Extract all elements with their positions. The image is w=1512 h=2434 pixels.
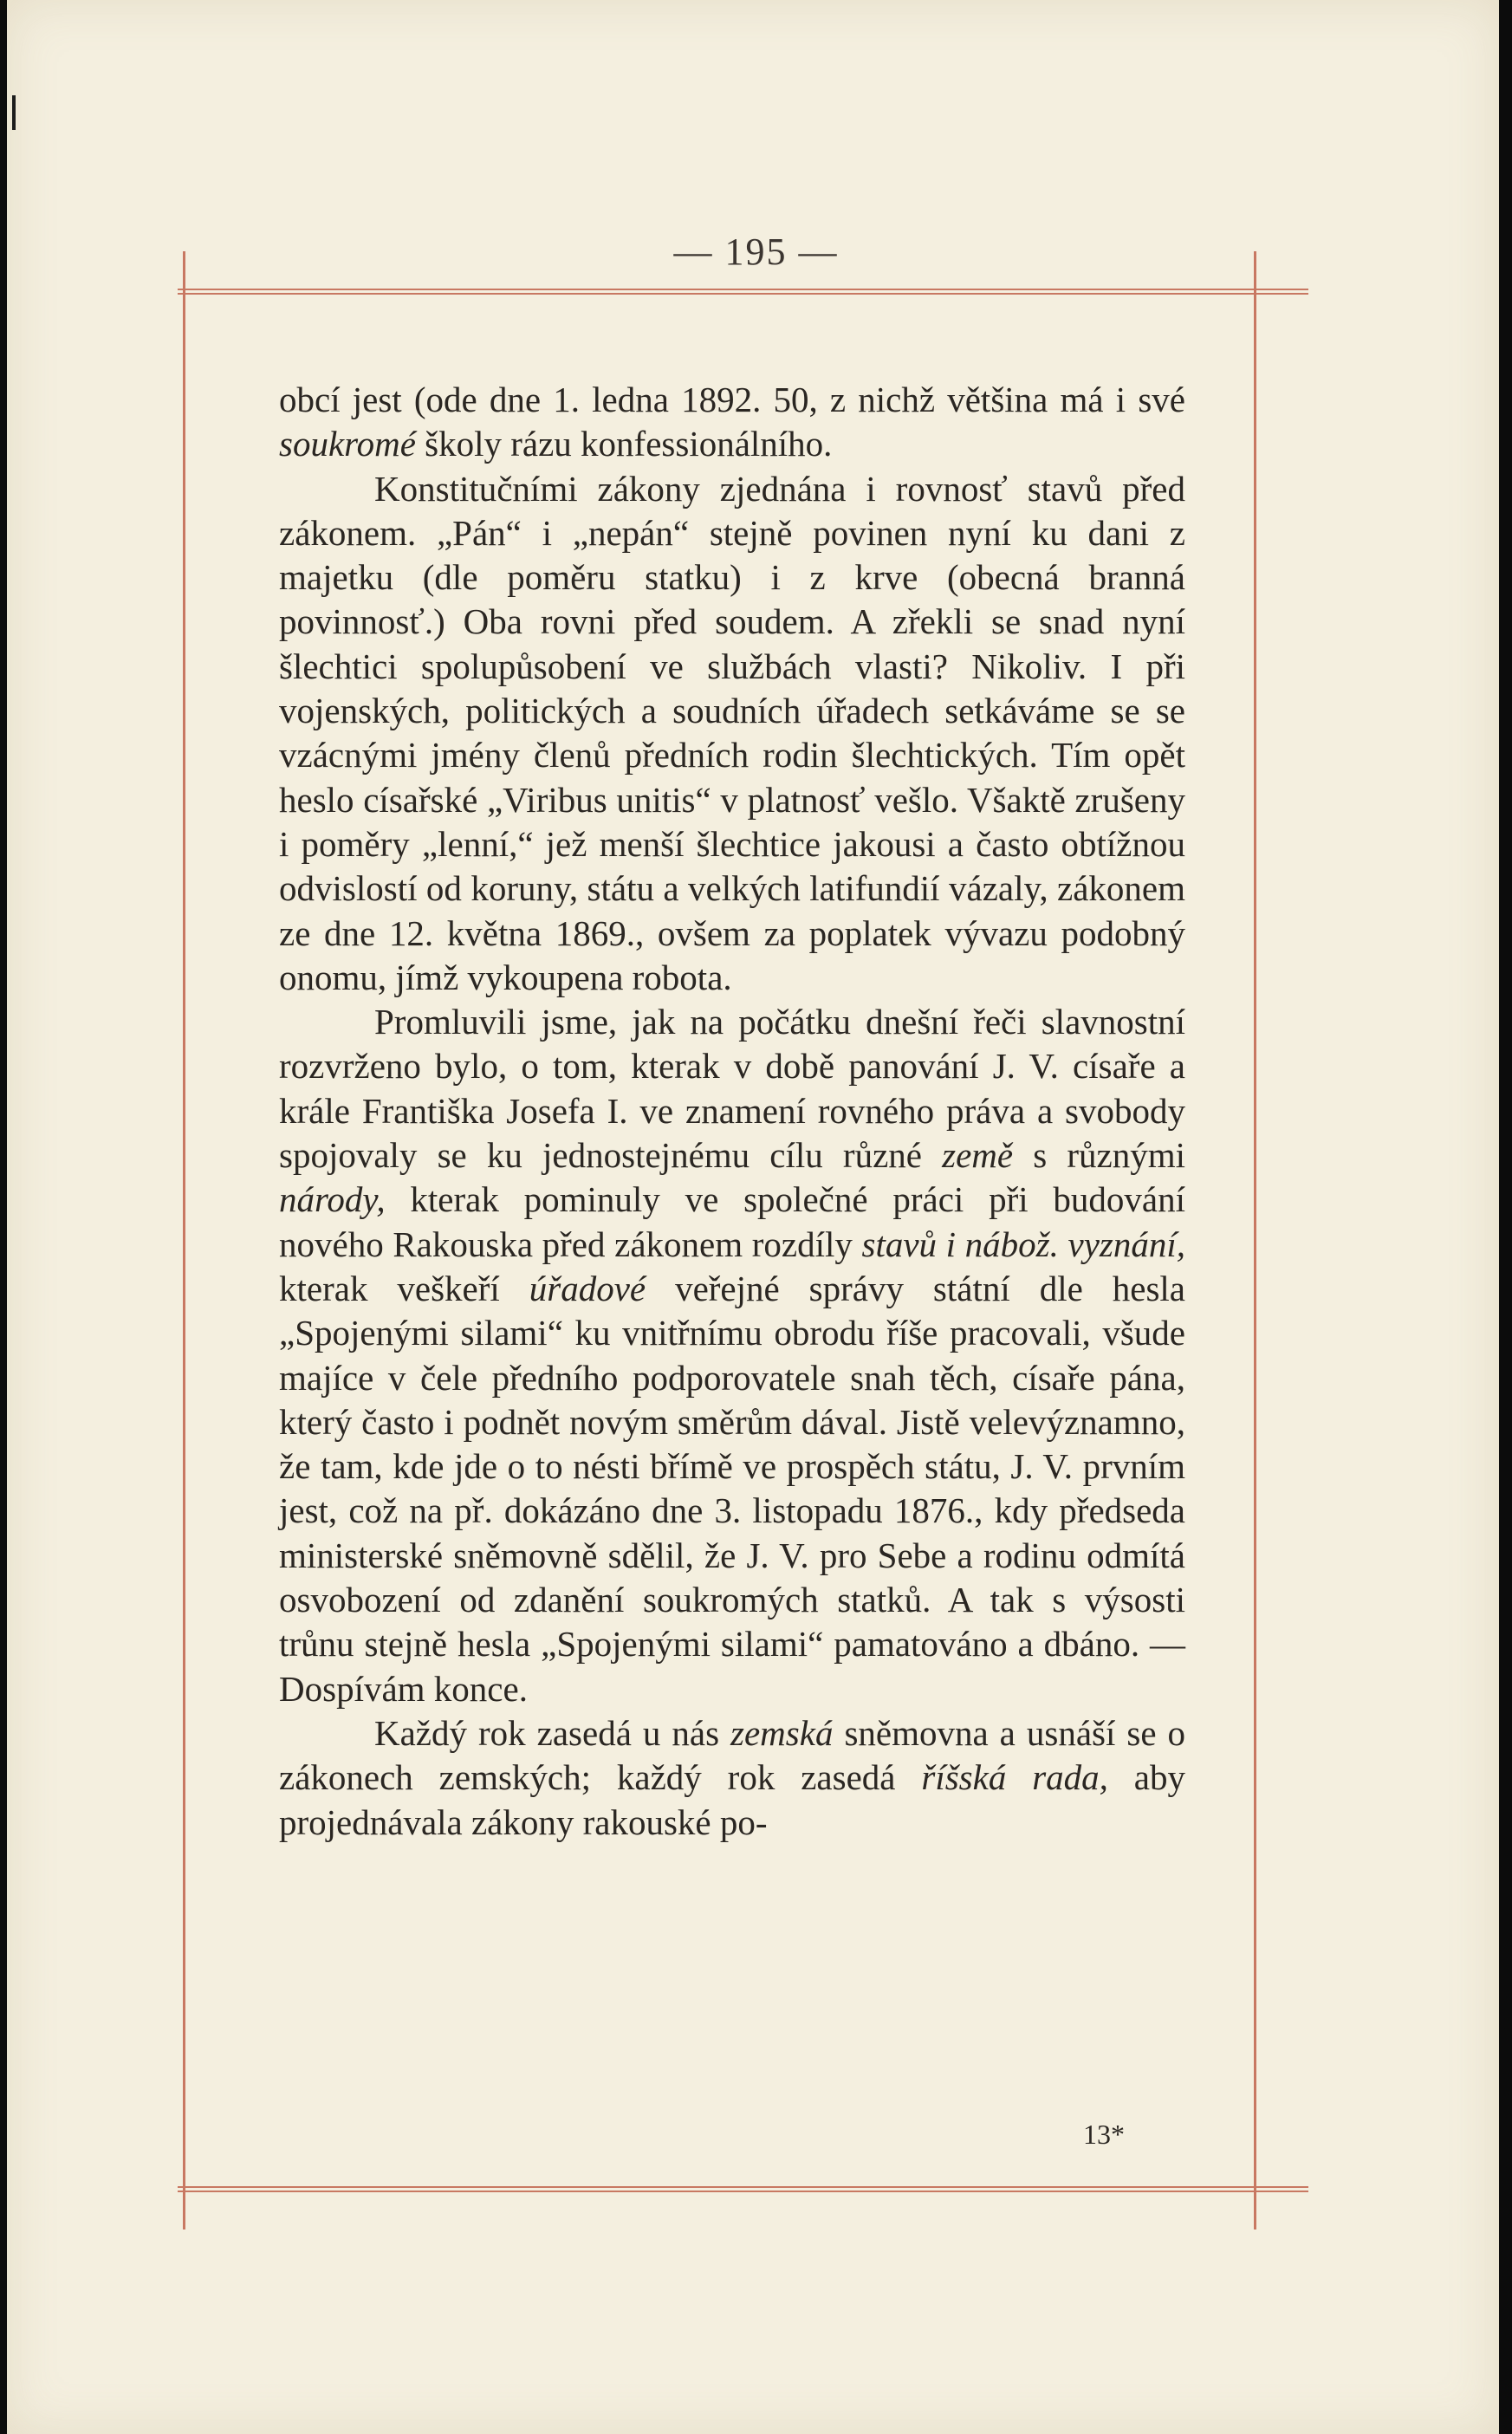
text-run: sněmovna a usnáší se o zákonech zemských; každý rok zasedá — [279, 1712, 1186, 1798]
frame-top-rule — [178, 289, 1308, 295]
text-run: s různými — [1013, 1135, 1185, 1176]
italic-term: stavů i nábož. vyznání, — [861, 1223, 1185, 1264]
frame-bottom-rule — [178, 2186, 1308, 2192]
paragraph-1 — [279, 378, 1185, 467]
body-text — [279, 378, 1185, 1845]
italic-term: země — [942, 1135, 1014, 1176]
signature-mark: 13* — [1083, 2119, 1125, 2150]
italic-term: soukromé — [279, 424, 416, 464]
italic-term: národy, — [279, 1179, 386, 1220]
text-run: obcí jest (ode dne 1. ledna 1892. 50, z nichž většina má i své — [279, 380, 1185, 419]
paragraph-2 — [279, 467, 1185, 1001]
text-run: školy rázu konfessionálního. — [415, 424, 833, 464]
paragraph-4 — [279, 1711, 1185, 1845]
text-run: aby projednávala zákony rakouské po- — [279, 1757, 1186, 1842]
text-run: kterak pominuly ve společné práci při budování nového Rakouska před zákonem rozdíly — [279, 1179, 1185, 1264]
text-run: kterak veškeří — [279, 1268, 529, 1308]
page-number: — 195 — — [673, 230, 839, 273]
italic-term: zemská — [730, 1712, 834, 1753]
frame-left-rule — [183, 289, 185, 2230]
text-run: veřejné správy státní dle hesla „Spojenými silami“ ku vnitřnímu obrodu říše pracovali, všude majíce v čele předního podporovatele snah těch, císaře pána, který často i podnět novým směrům dával. Jistě velevýznamno, že tam, kde jde o to nésti břímě ve prospěch státu, J. V. prvním jest, což na př. dokázáno dne 3. listopadu 1876., kdy předseda ministerské sněmovně sdělil, že J. V. pro Sebe a rodinu odmítá osvobození od zdanění soukromých statků. A tak s výsosti trůnu stejně hesla „Spojenými silami“ pamatováno a dbáno. — Dospívám konce. — [279, 1268, 1185, 1709]
text-run: Každý rok zasedá u nás — [374, 1712, 731, 1753]
text-run: Promluvili jsme, jak na počátku dnešní řeči slavnostní rozvrženo bylo, o tom, kterak v době panování J. V. císaře a krále Františka Josefa I. ve znamení rovného práva a svobody spojovaly se ku jednostejnému cílu různé — [279, 1002, 1185, 1176]
text-run: Konstitučními zákony zjednána i rovnosť stavů před zákonem. „Pán“ i „nepán“ stejně povinen nyní ku dani z majetku (dle poměru statku) i z krve (obecná branná povinnosť.) Oba rovni před soudem. A zřekli se snad nyní šlechtici spolupůsobení ve službách vlasti? Nikoliv. I při vojenských, politických a soudních úřadech setkáváme se se vzácnými jmény členů předních rodin šlechtických. Tím opět heslo císařské „Viribus unitis“ v platnosť vešlo. Všaktě zrušeny i poměry „lenní,“ jež menší šlechtice jakousi a často obtížnou odvislostí od koruny, státu a velkých latifundií vázaly, zákonem ze dne 12. května 1869., ovšem za poplatek vývazu podobný onomu, jímž vykoupena robota. — [279, 468, 1185, 997]
binding-mark — [12, 95, 16, 130]
italic-term: úřadové — [529, 1268, 646, 1308]
paragraph-3 — [279, 1000, 1185, 1711]
italic-term: říšská rada, — [921, 1757, 1108, 1798]
frame-right-rule — [1254, 289, 1256, 2230]
